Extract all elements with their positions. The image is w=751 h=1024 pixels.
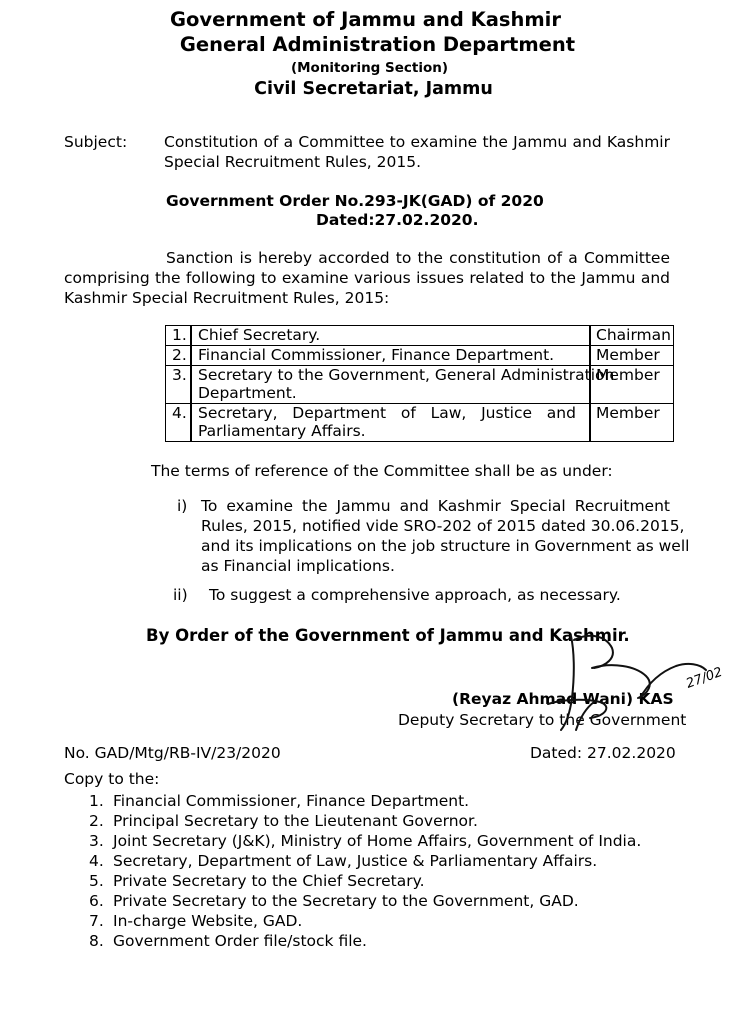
table-row bbox=[166, 326, 673, 346]
list-item-text: Principal Secretary to the Lieutenant Governor. bbox=[113, 812, 478, 830]
header-department: General Administration Department bbox=[179, 33, 576, 56]
subject-label: Subject: bbox=[64, 133, 128, 151]
list-item-text: Private Secretary to the Secretary to the Government, GAD. bbox=[113, 892, 579, 910]
subject-text-line-1: Constitution of a Committee to examine the Jammu and Kashmir bbox=[164, 133, 670, 151]
handwritten-date: 27/02 bbox=[684, 664, 725, 692]
list-item-text: Secretary, Department of Law, Justice & Parliamentary Affairs. bbox=[113, 852, 598, 870]
table-row bbox=[166, 346, 673, 366]
member-role: Member bbox=[596, 366, 660, 384]
list-item-text: Private Secretary to the Chief Secretary. bbox=[113, 872, 425, 890]
member-description-cont: Parliamentary Affairs. bbox=[198, 422, 366, 440]
list-item-number: 2. bbox=[89, 812, 104, 830]
term-1-line-3: and its implications on the job structure in Government as well bbox=[201, 537, 690, 555]
header-section: (Monitoring Section) bbox=[290, 60, 449, 76]
list-item-number: 6. bbox=[89, 892, 104, 910]
table-row bbox=[166, 366, 673, 404]
list-item-number: 5. bbox=[89, 872, 104, 890]
terms-heading: The terms of reference of the Committee shall be as under: bbox=[151, 462, 613, 480]
list-item-number: 3. bbox=[89, 832, 104, 850]
member-number: 4. bbox=[172, 404, 187, 422]
list-item-number: 1. bbox=[89, 792, 104, 810]
member-role: Member bbox=[596, 404, 660, 422]
header-secretariat: Civil Secretariat, Jammu bbox=[254, 79, 493, 99]
copy-to-heading: Copy to the: bbox=[64, 770, 160, 788]
list-item-text: Government Order file/stock file. bbox=[113, 932, 367, 950]
member-description: Chief Secretary. bbox=[198, 326, 321, 344]
member-number: 3. bbox=[172, 366, 187, 384]
member-description: Secretary to the Government, General Administration bbox=[198, 366, 615, 384]
member-number: 1. bbox=[172, 326, 187, 344]
header-government: Government of Jammu and Kashmir bbox=[170, 8, 561, 31]
intro-line-2: comprising the following to examine various issues related to the Jammu and bbox=[64, 269, 670, 287]
list-item-number: 7. bbox=[89, 912, 104, 930]
list-item-text: Joint Secretary (J&K), Ministry of Home Affairs, Government of India. bbox=[113, 832, 642, 850]
list-item-text: In-charge Website, GAD. bbox=[113, 912, 303, 930]
reference-date: Dated: 27.02.2020 bbox=[530, 744, 676, 762]
term-number: i) bbox=[177, 497, 188, 515]
subject-text-line-2: Special Recruitment Rules, 2015. bbox=[164, 153, 421, 171]
member-description-cont: Department. bbox=[198, 384, 297, 402]
term-1-line-4: as Financial implications. bbox=[201, 557, 395, 575]
member-number: 2. bbox=[172, 346, 187, 364]
committee-table bbox=[165, 325, 674, 442]
intro-line-3: Kashmir Special Recruitment Rules, 2015: bbox=[64, 289, 390, 307]
signatory-designation: Deputy Secretary to the Government bbox=[398, 711, 687, 729]
signatory-name: (Reyaz Ahmad Wani) KAS bbox=[452, 690, 674, 708]
by-order-line: By Order of the Government of Jammu and Kashmir. bbox=[146, 626, 630, 645]
term-number: ii) bbox=[173, 586, 188, 604]
order-number: Government Order No.293-JK(GAD) of 2020 bbox=[166, 192, 544, 210]
table-row bbox=[166, 404, 673, 442]
list-item-number: 8. bbox=[89, 932, 104, 950]
member-role: Chairman bbox=[596, 326, 671, 344]
member-description: Financial Commissioner, Finance Department. bbox=[198, 346, 555, 364]
term-2-line-1: To suggest a comprehensive approach, as necessary. bbox=[209, 586, 621, 604]
member-description: Secretary, Department of Law, Justice and bbox=[198, 404, 576, 422]
reference-number: No. GAD/Mtg/RB-IV/23/2020 bbox=[64, 744, 281, 762]
term-1-line-2: Rules, 2015, notified vide SRO-202 of 2015 dated 30.06.2015, bbox=[201, 517, 685, 535]
list-item-number: 4. bbox=[89, 852, 104, 870]
order-date: Dated:27.02.2020. bbox=[316, 211, 479, 229]
list-item-text: Financial Commissioner, Finance Department. bbox=[113, 792, 470, 810]
member-role: Member bbox=[596, 346, 660, 364]
term-1-line-1: To examine the Jammu and Kashmir Special Recruitment bbox=[201, 497, 670, 515]
intro-line-1: Sanction is hereby accorded to the constitution of a Committee bbox=[166, 249, 670, 267]
